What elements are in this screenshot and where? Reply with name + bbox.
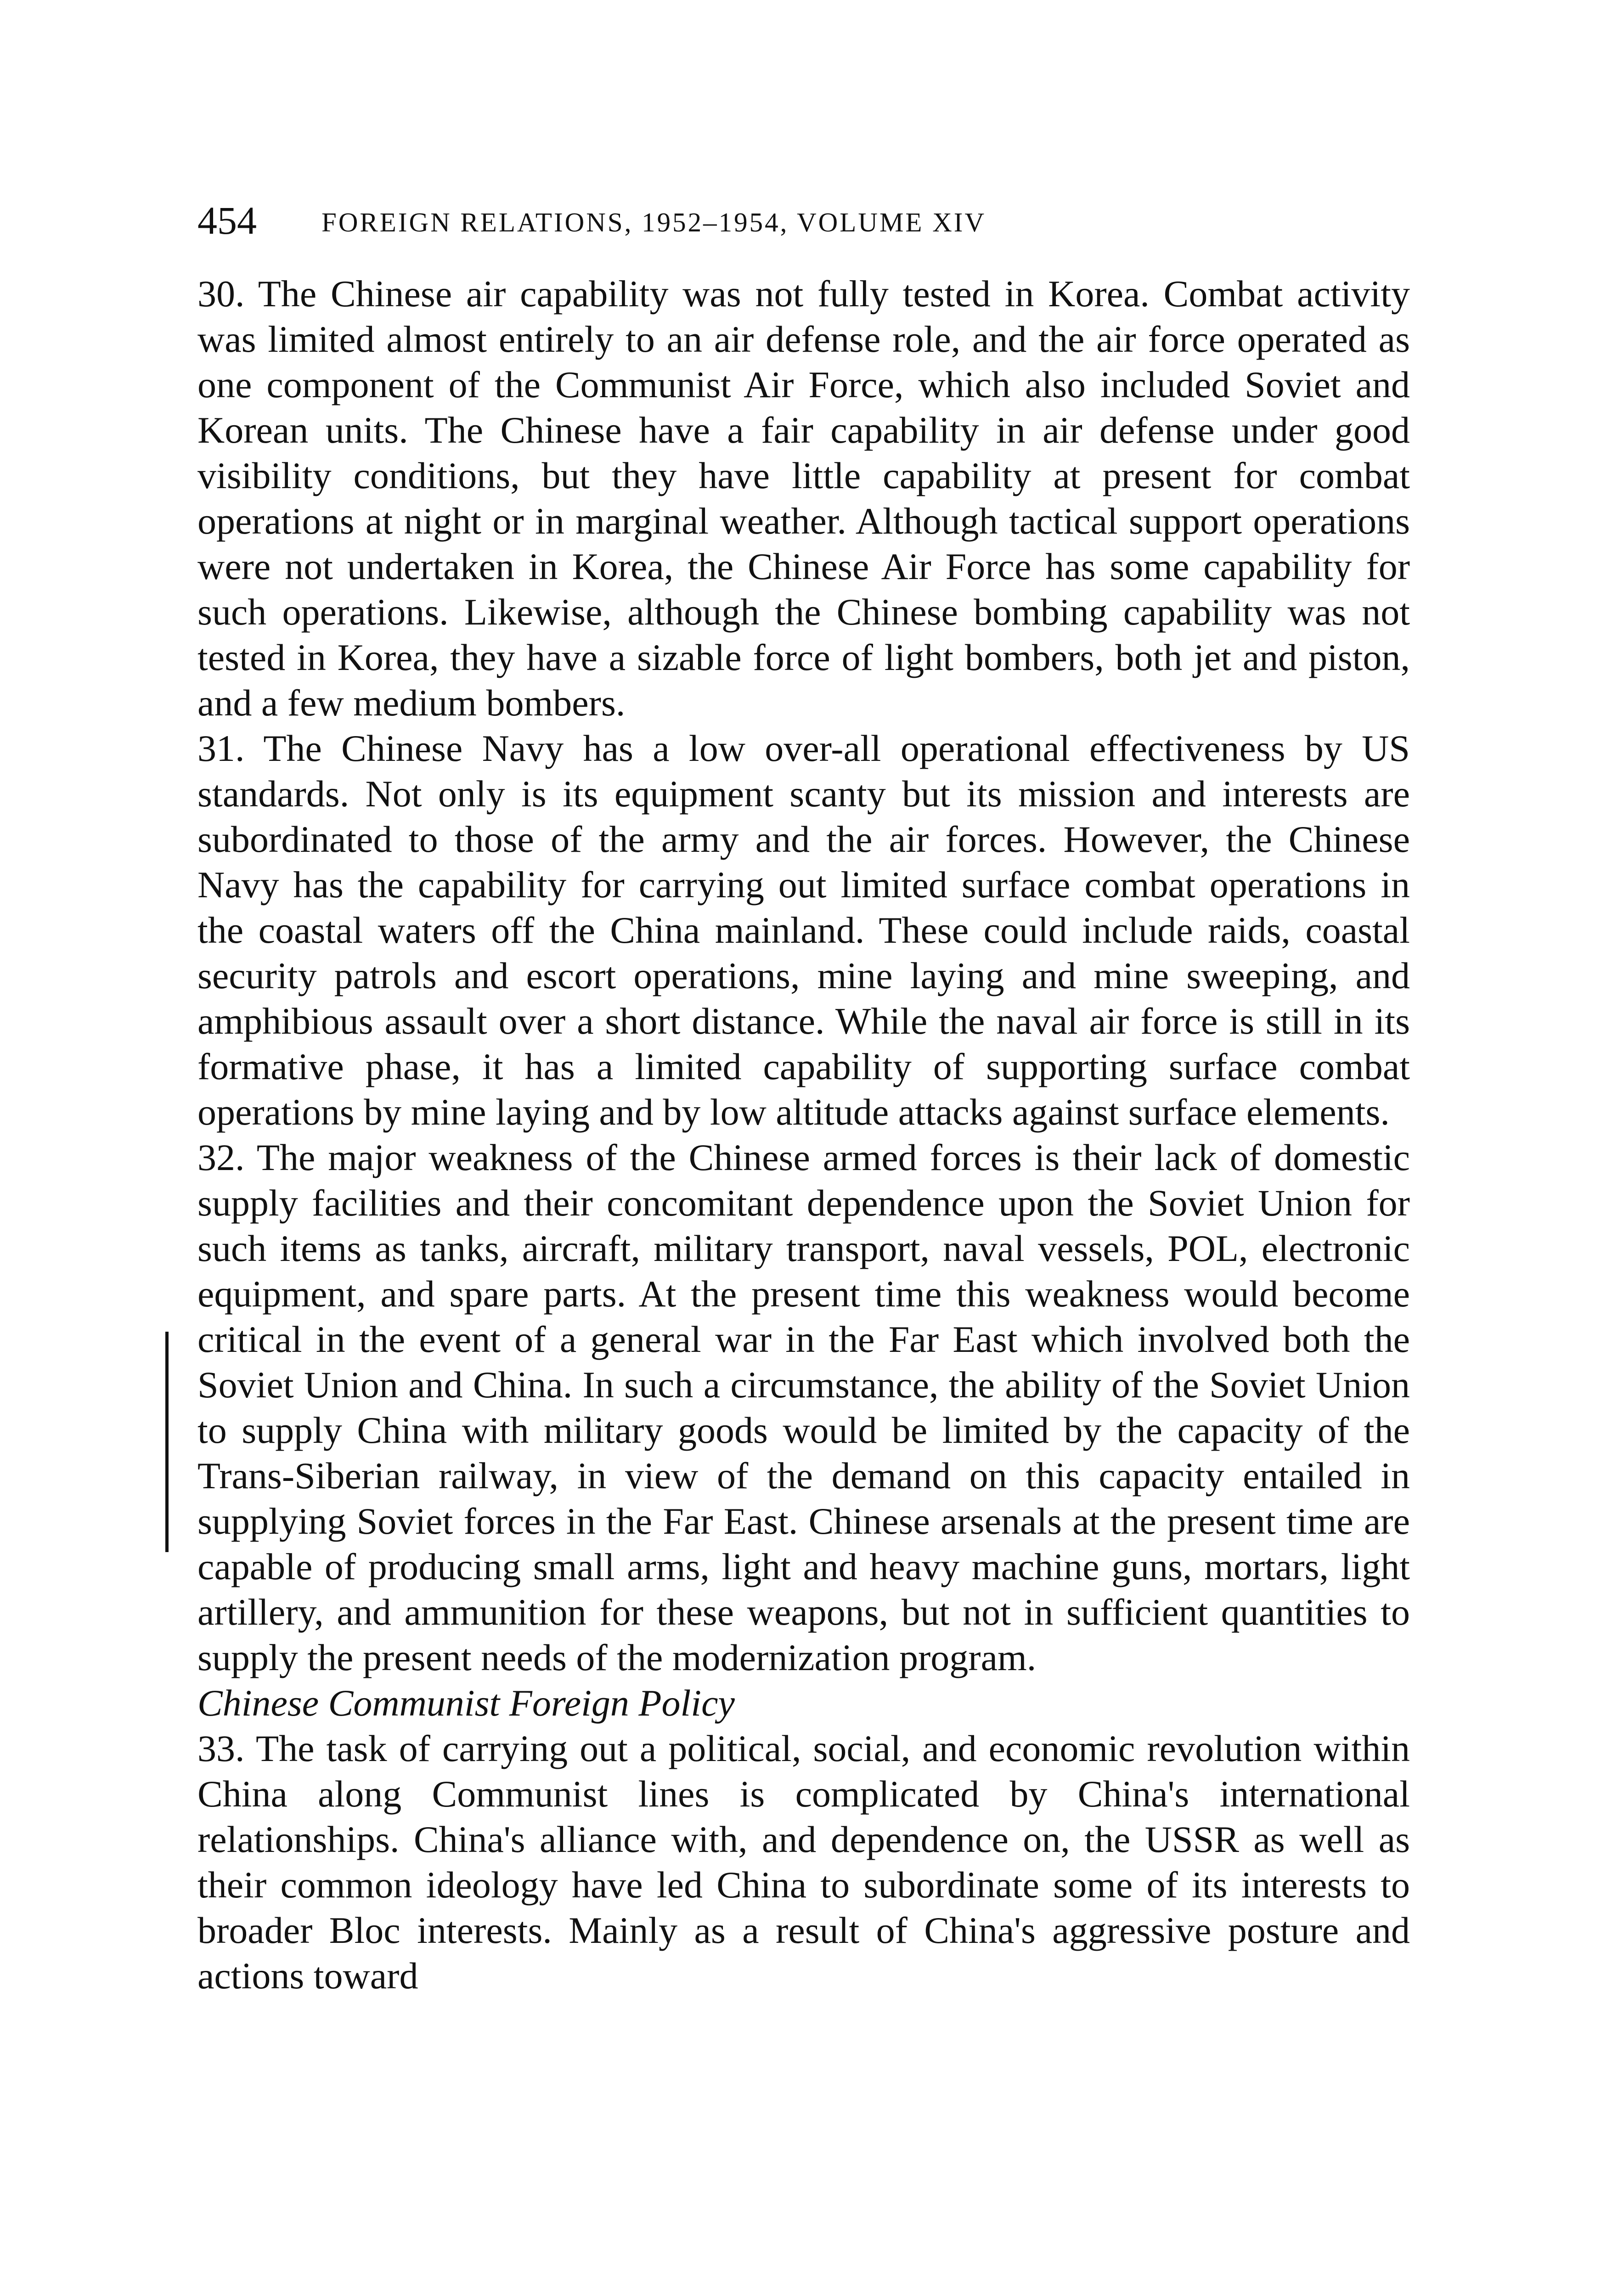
paragraph-33: 33. The task of carrying out a political, social, and economic revolution within China along Communist lines is complicated by China's international relationships. China's alliance with, and dependence on, the USSR as well as their common ideology have led China to subordinate some of its interests to broader Bloc interests. Mainly as a result of China's aggressive posture and actions toward <box>197 1728 1410 1997</box>
body-text <box>197 271 1410 1998</box>
margin-change-bar <box>165 1332 169 1552</box>
page-header <box>197 193 1410 257</box>
paragraph-31: 31. The Chinese Navy has a low over-all operational effectiveness by US standards. Not only is its equipment scanty but its mission and interests are subordinated to those of the army and the air forces. However, the Chinese Navy has the capability for carrying out limited surface combat operations in the coastal waters off the China mainland. These could include raids, coastal security patrols and escort operations, mine laying and mine sweeping, and amphibious assault over a short distance. While the naval air force is still in its formative phase, it has a limited capability of supporting surface combat operations by mine laying and by low altitude attacks against surface elements. <box>197 727 1410 1133</box>
paragraph-30: 30. The Chinese air capability was not fully tested in Korea. Combat activity was limited almost entirely to an air defense role, and the air force operated as one component of the Communist Air Force, which also included Soviet and Korean units. The Chinese have a fair capability in air defense under good visibility conditions, but they have little capability at present for combat operations at night or in marginal weather. Although tactical support operations were not undertaken in Korea, the Chinese Air Force has some capability for such operations. Likewise, although the Chinese bombing capability was not tested in Korea, they have a sizable force of light bombers, both jet and piston, and a few medium bombers. <box>197 273 1410 724</box>
section-heading: Chinese Communist Foreign Policy <box>197 1682 735 1724</box>
paragraph-32: 32. The major weakness of the Chinese armed forces is their lack of domestic supply facilities and their concomitant dependence upon the Soviet Union for such items as tanks, aircraft, military transport, naval vessels, POL, electronic equipment, and spare parts. At the present time this weakness would become critical in the event of a general war in the Far East which involved both the Soviet Union and China. In such a circumstance, the ability of the Soviet Union to supply China with military goods would be limited by the capacity of the Trans-Siberian railway, in view of the demand on this capacity entailed in supplying Soviet forces in the Far East. Chinese arsenals at the present time are capable of producing small arms, light and heavy machine guns, mortars, light artillery, and ammunition for these weapons, but not in sufficient quantities to supply the present needs of the modernization program. <box>197 1137 1410 1678</box>
page-number: 454 <box>197 198 257 242</box>
running-head: FOREIGN RELATIONS, 1952–1954, VOLUME XIV <box>321 207 986 237</box>
